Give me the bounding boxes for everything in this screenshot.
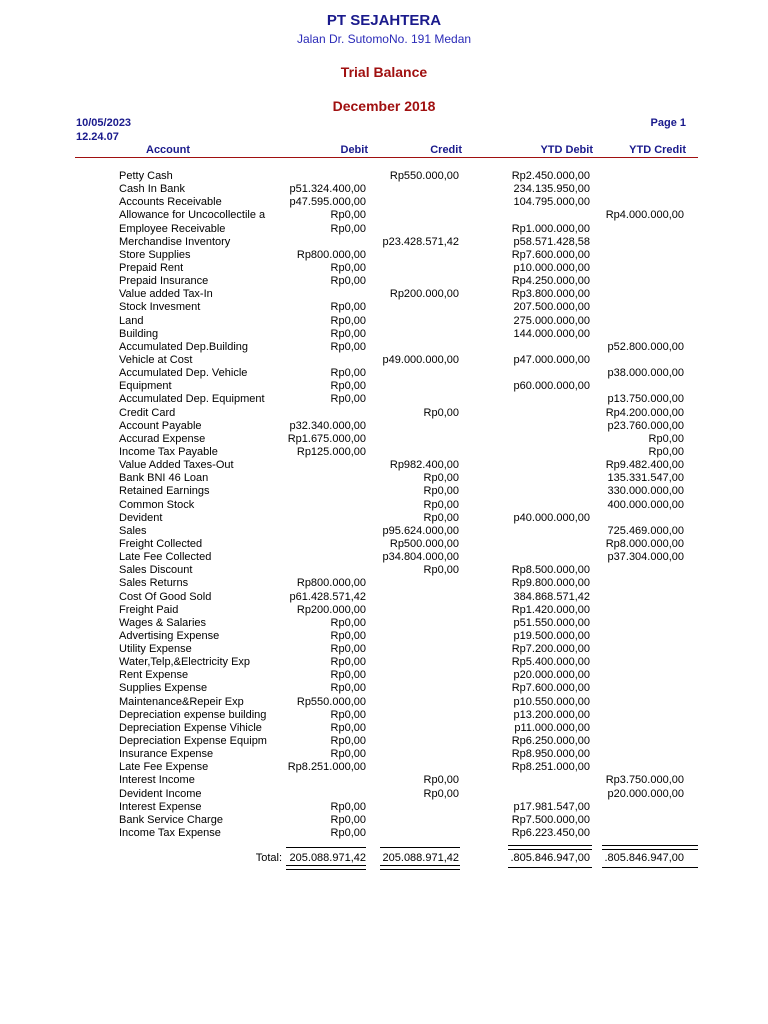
ytd-debit-value: p10.000.000,00 xyxy=(513,261,590,274)
column-header-ytd-credit: YTD Credit xyxy=(629,144,686,156)
debit-value: Rp0,00 xyxy=(330,275,366,288)
ytd-debit-value: Rp5.400.000,00 xyxy=(511,656,590,669)
debit-value: Rp0,00 xyxy=(330,629,366,642)
account-name: Land xyxy=(119,314,144,327)
account-name: Freight Collected xyxy=(119,537,203,550)
debit-value: Rp0,00 xyxy=(330,813,366,826)
debit-value: p61.428.571,42 xyxy=(289,590,366,603)
table-row xyxy=(0,538,768,551)
debit-value: Rp0,00 xyxy=(330,800,366,813)
credit-value: Rp0,00 xyxy=(423,406,459,419)
debit-value: Rp0,00 xyxy=(330,735,366,748)
credit-value: Rp200.000,00 xyxy=(389,288,459,301)
account-name: Accumulated Dep.Building xyxy=(119,340,249,353)
table-row xyxy=(0,420,768,433)
ytd-debit-value: p13.200.000,00 xyxy=(513,708,590,721)
total-label: Total: xyxy=(255,852,282,864)
ytd-debit-value: Rp6.223.450,00 xyxy=(511,827,590,840)
table-row xyxy=(0,236,768,249)
account-name: Prepaid Rent xyxy=(119,261,184,274)
table-row xyxy=(0,459,768,472)
table-row xyxy=(0,801,768,814)
table-row xyxy=(0,183,768,196)
table-row xyxy=(0,709,768,722)
credit-value: Rp982.400,00 xyxy=(389,459,459,472)
account-name: Advertising Expense xyxy=(119,629,220,642)
credit-value: Rp500.000,00 xyxy=(389,537,459,550)
table-row xyxy=(0,380,768,393)
total-credit: 205.088.971,42 xyxy=(382,852,459,864)
table-row xyxy=(0,525,768,538)
table-row xyxy=(0,288,768,301)
ytd-credit-value: 330.000.000,00 xyxy=(607,485,684,498)
debit-value: Rp0,00 xyxy=(330,669,366,682)
ytd-debit-value: 234.135.950,00 xyxy=(513,183,590,196)
table-row xyxy=(0,499,768,512)
ytd-credit-value: Rp0,00 xyxy=(648,432,684,445)
report-title: Trial Balance xyxy=(340,64,428,80)
account-name: Store Supplies xyxy=(119,248,191,261)
credit-value: Rp0,00 xyxy=(423,787,459,800)
page-number: Page 1 xyxy=(650,117,686,129)
account-name: Bank BNI 46 Loan xyxy=(119,472,209,485)
account-name: Vehicle at Cost xyxy=(119,353,193,366)
company-address: Jalan Dr. SutomoNo. 191 Medan xyxy=(296,32,472,46)
debit-value: Rp0,00 xyxy=(330,314,366,327)
ytd-credit-value: Rp4.200.000,00 xyxy=(605,406,684,419)
account-name: Sales Returns xyxy=(119,577,189,590)
account-name: Allowance for Uncocollectile a xyxy=(119,209,266,222)
debit-value: p51.324.400,00 xyxy=(289,183,366,196)
debit-value: Rp1.675.000,00 xyxy=(287,432,366,445)
table-row xyxy=(0,315,768,328)
debit-value: Rp0,00 xyxy=(330,682,366,695)
account-name: Cash In Bank xyxy=(119,183,186,196)
credit-total-underline xyxy=(380,865,460,870)
table-row xyxy=(0,196,768,209)
table-row xyxy=(0,656,768,669)
account-name: Depreciation expense building xyxy=(119,708,267,721)
debit-total-underline xyxy=(286,865,366,870)
debit-value: Rp0,00 xyxy=(330,616,366,629)
credit-value: p95.624.000,00 xyxy=(382,524,459,537)
ytd-debit-value: 207.500.000,00 xyxy=(513,301,590,314)
ytd-debit-value: Rp9.800.000,00 xyxy=(511,577,590,590)
account-name: Depreciation Expense Vihicle xyxy=(119,721,262,734)
ytd-debit-sum-line xyxy=(508,845,592,850)
ytd-credit-sum-line xyxy=(602,845,698,850)
table-row xyxy=(0,354,768,367)
debit-value: Rp0,00 xyxy=(330,222,366,235)
ytd-debit-total-underline xyxy=(508,867,592,868)
account-name: Insurance Expense xyxy=(119,748,214,761)
account-name: Rent Expense xyxy=(119,669,189,682)
debit-value: Rp0,00 xyxy=(330,209,366,222)
ytd-debit-value: p60.000.000,00 xyxy=(513,380,590,393)
total-ytd-credit: .805.846.947,00 xyxy=(604,852,684,864)
ytd-debit-value: p47.000.000,00 xyxy=(513,353,590,366)
account-name: Income Tax Payable xyxy=(119,445,218,458)
credit-value: Rp0,00 xyxy=(423,564,459,577)
table-row xyxy=(0,577,768,590)
account-name: Sales Discount xyxy=(119,564,193,577)
ytd-debit-value: p40.000.000,00 xyxy=(513,511,590,524)
ytd-debit-value: p20.000.000,00 xyxy=(513,669,590,682)
report-period: December 2018 xyxy=(332,98,436,114)
ytd-debit-value: 384.868.571,42 xyxy=(513,590,590,603)
account-name: Prepaid Insurance xyxy=(119,275,209,288)
table-row xyxy=(0,249,768,262)
ytd-debit-value: Rp7.500.000,00 xyxy=(511,813,590,826)
column-header-account: Account xyxy=(146,144,190,156)
account-name: Sales xyxy=(119,524,147,537)
ytd-debit-value: p58.571.428,58 xyxy=(513,235,590,248)
ytd-credit-value: p23.760.000,00 xyxy=(607,419,684,432)
ytd-credit-value: p20.000.000,00 xyxy=(607,787,684,800)
ytd-credit-value: Rp0,00 xyxy=(648,445,684,458)
ytd-debit-value: Rp1.000.000,00 xyxy=(511,222,590,235)
column-header-debit: Debit xyxy=(340,144,368,156)
account-name: Interest Expense xyxy=(119,800,202,813)
credit-sum-line xyxy=(380,847,460,848)
ytd-credit-value: Rp3.750.000,00 xyxy=(605,774,684,787)
account-name: Equipment xyxy=(119,380,172,393)
account-name: Accumulated Dep. Vehicle xyxy=(119,367,248,380)
ytd-debit-value: p11.000.000,00 xyxy=(514,721,590,734)
ytd-debit-value: 144.000.000,00 xyxy=(513,327,590,340)
ytd-debit-value: Rp7.600.000,00 xyxy=(511,682,590,695)
account-name: Value Added Taxes-Out xyxy=(119,459,234,472)
column-header-ytd-debit: YTD Debit xyxy=(540,144,593,156)
table-row xyxy=(0,669,768,682)
table-row xyxy=(0,407,768,420)
account-name: Building xyxy=(119,327,159,340)
ytd-debit-value: 275.000.000,00 xyxy=(513,314,590,327)
account-name: Wages & Salaries xyxy=(119,616,207,629)
account-name: Late Fee Collected xyxy=(119,551,212,564)
account-name: Accounts Receivable xyxy=(119,196,222,209)
ytd-credit-value: p52.800.000,00 xyxy=(607,340,684,353)
debit-value: Rp0,00 xyxy=(330,827,366,840)
debit-value: Rp8.251.000,00 xyxy=(287,761,366,774)
credit-value: Rp0,00 xyxy=(423,511,459,524)
table-row xyxy=(0,551,768,564)
debit-value: Rp0,00 xyxy=(330,656,366,669)
debit-value: Rp0,00 xyxy=(330,721,366,734)
account-name: Petty Cash xyxy=(119,170,173,182)
column-header-credit: Credit xyxy=(430,144,462,156)
account-name: Devident Income xyxy=(119,787,202,800)
account-name: Freight Paid xyxy=(119,603,179,616)
debit-value: Rp0,00 xyxy=(330,393,366,406)
account-name: Stock Invesment xyxy=(119,301,201,314)
ytd-debit-value: Rp8.500.000,00 xyxy=(511,564,590,577)
table-row xyxy=(0,774,768,787)
ytd-credit-value: Rp8.000.000,00 xyxy=(605,537,684,550)
table-row xyxy=(0,341,768,354)
debit-sum-line xyxy=(286,847,366,848)
debit-value: p32.340.000,00 xyxy=(289,419,366,432)
debit-value: Rp0,00 xyxy=(330,327,366,340)
ytd-credit-value: p38.000.000,00 xyxy=(607,367,684,380)
debit-value: Rp200.000,00 xyxy=(296,603,366,616)
debit-value: Rp800.000,00 xyxy=(296,248,366,261)
account-name: Supplies Expense xyxy=(119,682,208,695)
account-name: Devident xyxy=(119,511,163,524)
table-row xyxy=(0,748,768,761)
ytd-credit-value: 725.469.000,00 xyxy=(607,524,684,537)
account-name: Income Tax Expense xyxy=(119,827,221,840)
debit-value: Rp0,00 xyxy=(330,301,366,314)
account-name: Bank Service Charge xyxy=(119,813,223,826)
ytd-debit-value: Rp8.950.000,00 xyxy=(511,748,590,761)
table-row xyxy=(0,170,768,183)
account-name: Credit Card xyxy=(119,406,176,419)
account-name: Water,Telp,&Electricity Exp xyxy=(119,656,251,669)
ytd-credit-total-underline xyxy=(602,867,698,868)
account-name: Account Payable xyxy=(119,419,202,432)
table-row xyxy=(0,433,768,446)
account-name: Merchandise Inventory xyxy=(119,235,231,248)
header-divider xyxy=(75,157,698,158)
debit-value: Rp0,00 xyxy=(330,340,366,353)
account-name: Value added Tax-In xyxy=(119,288,213,301)
table-row xyxy=(0,485,768,498)
table-row xyxy=(0,367,768,380)
account-name: Employee Receivable xyxy=(119,222,226,235)
table-row xyxy=(0,761,768,774)
ytd-credit-value: Rp9.482.400,00 xyxy=(605,459,684,472)
table-row xyxy=(0,591,768,604)
debit-value: Rp0,00 xyxy=(330,261,366,274)
table-row xyxy=(0,722,768,735)
table-row xyxy=(0,682,768,695)
table-row xyxy=(0,262,768,275)
debit-value: Rp0,00 xyxy=(330,643,366,656)
print-time: 12.24.07 xyxy=(76,131,119,143)
credit-value: Rp0,00 xyxy=(423,472,459,485)
ytd-credit-value: 135.331.547,00 xyxy=(607,472,684,485)
ytd-debit-value: Rp2.450.000,00 xyxy=(511,170,590,182)
ytd-debit-value: Rp4.250.000,00 xyxy=(511,275,590,288)
table-row xyxy=(0,393,768,406)
account-name: Accurad Expense xyxy=(119,432,206,445)
credit-value: Rp550.000,00 xyxy=(389,170,459,182)
debit-value: p47.595.000,00 xyxy=(289,196,366,209)
ytd-debit-value: Rp3.800.000,00 xyxy=(511,288,590,301)
table-row xyxy=(0,446,768,459)
account-name: Cost Of Good Sold xyxy=(119,590,212,603)
credit-value: p49.000.000,00 xyxy=(382,353,459,366)
ytd-debit-value: 104.795.000,00 xyxy=(513,196,590,209)
account-name: Maintenance&Repeir Exp xyxy=(119,695,244,708)
ytd-debit-value: Rp1.420.000,00 xyxy=(511,603,590,616)
account-name: Accumulated Dep. Equipment xyxy=(119,393,265,406)
ytd-credit-value: p37.304.000,00 xyxy=(607,551,684,564)
ytd-debit-value: p17.981.547,00 xyxy=(513,800,590,813)
ytd-credit-value: 400.000.000,00 xyxy=(607,498,684,511)
total-debit: 205.088.971,42 xyxy=(289,852,366,864)
debit-value: Rp0,00 xyxy=(330,748,366,761)
account-name: Late Fee Expense xyxy=(119,761,209,774)
ytd-debit-value: Rp8.251.000,00 xyxy=(511,761,590,774)
table-row xyxy=(0,512,768,525)
ytd-debit-value: Rp7.200.000,00 xyxy=(511,643,590,656)
ytd-debit-value: p10.550.000,00 xyxy=(513,695,590,708)
ytd-credit-value: p13.750.000,00 xyxy=(607,393,684,406)
ytd-debit-value: Rp7.600.000,00 xyxy=(511,248,590,261)
table-row xyxy=(0,301,768,314)
table-row xyxy=(0,472,768,485)
table-row xyxy=(0,564,768,577)
ytd-debit-value: p19.500.000,00 xyxy=(513,629,590,642)
ytd-debit-value: Rp6.250.000,00 xyxy=(511,735,590,748)
table-row xyxy=(0,827,768,840)
debit-value: Rp0,00 xyxy=(330,367,366,380)
company-name: PT SEJAHTERA xyxy=(326,12,442,29)
credit-value: Rp0,00 xyxy=(423,485,459,498)
table-row xyxy=(0,643,768,656)
table-row xyxy=(0,814,768,827)
account-name: Common Stock xyxy=(119,498,195,511)
trial-balance-table xyxy=(0,170,768,840)
credit-value: p23.428.571,42 xyxy=(382,235,459,248)
debit-value: Rp550.000,00 xyxy=(296,695,366,708)
credit-value: p34.804.000,00 xyxy=(382,551,459,564)
credit-value: Rp0,00 xyxy=(423,498,459,511)
debit-value: Rp125.000,00 xyxy=(296,445,366,458)
table-row xyxy=(0,328,768,341)
table-row xyxy=(0,788,768,801)
debit-value: Rp0,00 xyxy=(330,380,366,393)
table-row xyxy=(0,604,768,617)
account-name: Depreciation Expense Equipm xyxy=(119,735,267,748)
table-row xyxy=(0,735,768,748)
debit-value: Rp0,00 xyxy=(330,708,366,721)
account-name: Interest Income xyxy=(119,774,195,787)
print-date: 10/05/2023 xyxy=(76,117,132,129)
account-name: Retained Earnings xyxy=(119,485,210,498)
ytd-credit-value: Rp4.000.000,00 xyxy=(605,209,684,222)
credit-value: Rp0,00 xyxy=(423,774,459,787)
table-row xyxy=(0,617,768,630)
debit-value: Rp800.000,00 xyxy=(296,577,366,590)
table-row xyxy=(0,630,768,643)
account-name: Utility Expense xyxy=(119,643,192,656)
ytd-debit-value: p51.550.000,00 xyxy=(513,616,590,629)
total-ytd-debit: .805.846.947,00 xyxy=(510,852,590,864)
table-row xyxy=(0,696,768,709)
table-row xyxy=(0,223,768,236)
table-row xyxy=(0,209,768,222)
table-row xyxy=(0,275,768,288)
